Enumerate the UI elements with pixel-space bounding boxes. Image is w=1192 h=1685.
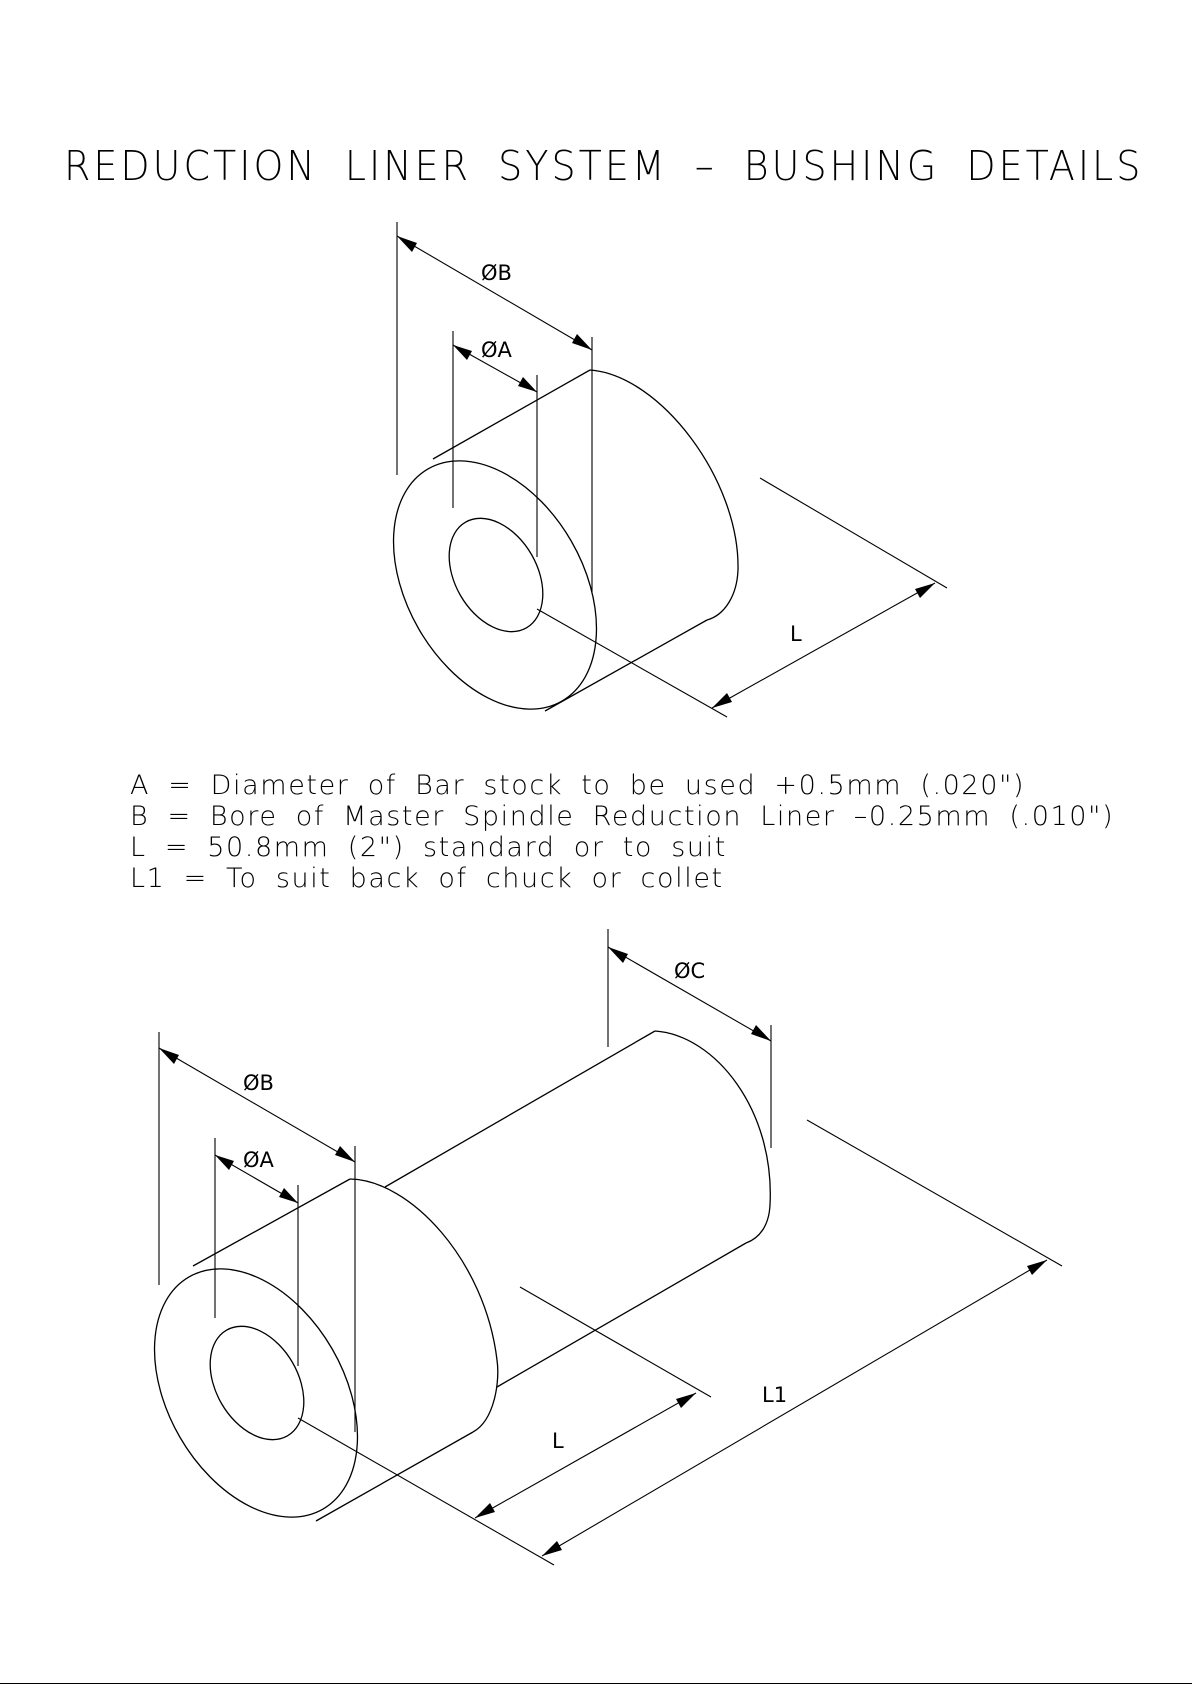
upper-bushing-bottom-edge (545, 620, 707, 711)
upper-dim-l-arrow-back (915, 583, 935, 598)
lower-dim-a-label: ØA (243, 1148, 274, 1172)
lower-dim-l1-arrow-front (542, 1541, 562, 1556)
note-l1: L1 = To suit back of chuck or collet (130, 863, 724, 894)
upper-bushing-back-end (590, 370, 738, 620)
upper-dim-b-line (397, 236, 592, 350)
lower-collar-bottom-edge (316, 1432, 473, 1521)
upper-dim-l-ext-back (760, 478, 947, 588)
upper-bushing-bore (430, 502, 562, 649)
lower-dim-c-arrow-right (751, 1025, 771, 1041)
lower-dim-a-arrow-right (279, 1188, 298, 1203)
dimension-notes (130, 770, 1114, 894)
lower-collar-back-face (350, 1179, 498, 1432)
upper-dim-b-arrow-left (397, 236, 417, 252)
lower-dim-b-label: ØB (243, 1071, 274, 1095)
lower-bushing-front-face (113, 1233, 399, 1553)
upper-dim-a-arrow-right (518, 377, 537, 392)
lower-dim-l-label: L (552, 1429, 564, 1453)
lower-small-top-edge (385, 1031, 655, 1187)
page-border-bottom (0, 1683, 1192, 1684)
upper-bushing-front-face (352, 425, 638, 745)
lower-dim-a-arrow-left (215, 1155, 234, 1170)
lower-dim-c-arrow-left (608, 947, 628, 963)
upper-dim-b-label: ØB (481, 261, 512, 285)
upper-dim-l-arrow-front (712, 693, 732, 708)
upper-dim-a-arrow-left (453, 345, 472, 360)
lower-dim-c-label: ØC (674, 959, 706, 983)
lower-bushing-back-end (655, 1031, 770, 1243)
upper-dim-l-line (712, 583, 935, 708)
lower-collar-top-edge (193, 1179, 350, 1266)
upper-bushing-top-edge (433, 370, 590, 459)
note-b: B = Bore of Master Spindle Reduction Liner –0.25mm (.010") (130, 801, 1115, 832)
note-a: A = Diameter of Bar stock to be used +0.5mm (.020") (130, 770, 1026, 801)
upper-dim-b-arrow-right (572, 334, 592, 350)
lower-dim-l1-label: L1 (762, 1383, 788, 1407)
lower-dim-l-line (475, 1393, 696, 1518)
lower-dim-l1-line (542, 1260, 1047, 1556)
lower-dim-l-ext-back (520, 1287, 711, 1397)
lower-dim-front-ext (298, 1418, 554, 1565)
lower-dim-l-arrow-back (676, 1393, 696, 1408)
lower-small-bottom-edge (497, 1243, 746, 1387)
lower-dim-l1-ext-back (807, 1120, 1062, 1266)
note-l: L = 50.8mm (2") standard or to suit (130, 832, 727, 863)
upper-dim-l-label: L (790, 622, 802, 646)
lower-dim-b-line (159, 1048, 355, 1162)
upper-bushing (352, 222, 947, 745)
lower-bushing-bore (191, 1310, 323, 1457)
page-title: REDUCTION LINER SYSTEM – BUSHING DETAILS (64, 142, 1144, 190)
lower-dim-b-arrow-left (159, 1048, 179, 1064)
lower-dim-l1-arrow-back (1027, 1260, 1047, 1275)
lower-bushing (113, 929, 1062, 1565)
lower-dim-l-arrow-front (475, 1503, 495, 1518)
upper-dim-a-label: ØA (481, 338, 512, 362)
lower-dim-b-arrow-right (335, 1146, 355, 1162)
